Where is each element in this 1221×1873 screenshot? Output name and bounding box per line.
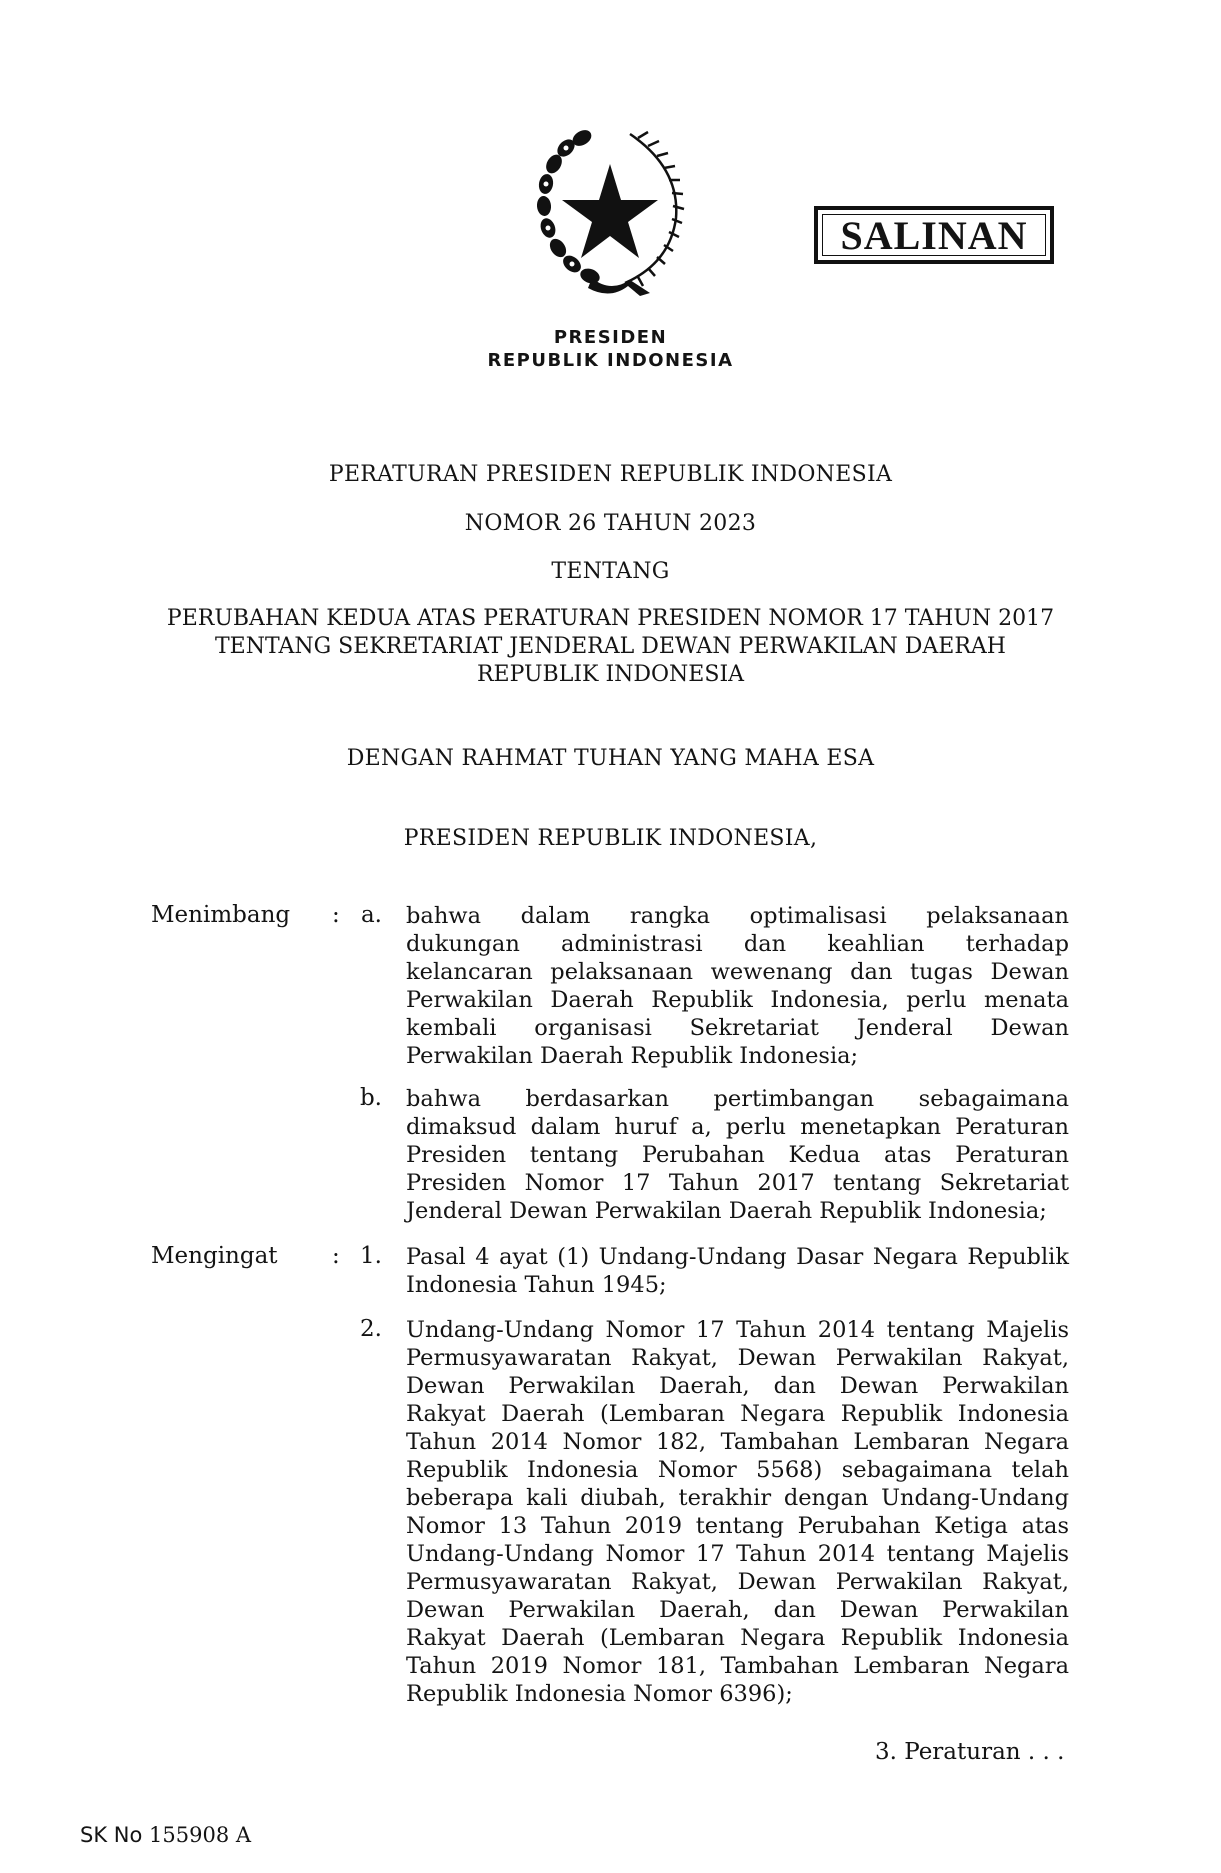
subject-line: TENTANG SEKRETARIAT JENDERAL DEWAN PERWAKILAN DAERAH: [215, 634, 1006, 659]
section-colon: :: [332, 1243, 340, 1269]
blessing-line: DENGAN RAHMAT TUHAN YANG MAHA ESA: [346, 746, 875, 771]
text-line: Presiden Nomor 17 Tahun 2017 tentang Sekretariat: [406, 1170, 1069, 1196]
text-line: Perwakilan Daerah Republik Indonesia;: [406, 1043, 859, 1069]
text-line: kelancaran pelaksanaan wewenang dan tugas Dewan: [406, 959, 1069, 985]
subject-line: REPUBLIK INDONESIA: [476, 662, 745, 687]
text-line: Permusyawaratan Rakyat, Dewan Perwakilan Rakyat,: [406, 1345, 1069, 1371]
regulation-number: NOMOR 26 TAHUN 2023: [464, 511, 757, 536]
subject-line: PERUBAHAN KEDUA ATAS PERATURAN PRESIDEN NOMOR 17 TAHUN 2017: [166, 606, 1055, 631]
text-line: dukungan administrasi dan keahlian terhadap: [406, 931, 1069, 957]
text-line: Rakyat Daerah (Lembaran Negara Republik Indonesia: [406, 1401, 1069, 1427]
section-label-mengingat: Mengingat: [151, 1243, 278, 1269]
text-line: Dewan Perwakilan Daerah, dan Dewan Perwakilan: [406, 1373, 1069, 1399]
sk-prefix: SK: [80, 1823, 108, 1847]
section-label-menimbang: Menimbang: [151, 902, 291, 928]
regulation-subject: [0, 605, 1221, 689]
text-line: Tahun 2014 Nomor 182, Tambahan Lembaran Negara: [406, 1429, 1069, 1455]
text-line: bahwa berdasarkan pertimbangan sebagaimana: [406, 1086, 1069, 1112]
text-line: Nomor 13 Tahun 2019 tentang Perubahan Ketiga atas: [406, 1513, 1069, 1539]
sk-number-value: 155908 A: [149, 1823, 252, 1847]
text-line: Perwakilan Daerah Republik Indonesia, perlu menata: [406, 987, 1069, 1013]
menimbang-item-a: [406, 902, 1069, 1070]
text-line: Indonesia Tahun 1945;: [406, 1272, 667, 1298]
section-colon: :: [332, 902, 340, 928]
text-line: Jenderal Dewan Perwakilan Daerah Republik Indonesia;: [406, 1198, 1047, 1224]
mengingat-item-1: [406, 1243, 1069, 1299]
sk-no-label: No: [113, 1823, 143, 1847]
text-line: Presiden tentang Perubahan Kedua atas Peraturan: [406, 1142, 1069, 1168]
text-line: dimaksud dalam huruf a, perlu menetapkan Peraturan: [406, 1114, 1069, 1140]
sk-number: [80, 1823, 251, 1847]
text-line: Permusyawaratan Rakyat, Dewan Perwakilan Rakyat,: [406, 1569, 1069, 1595]
text-line: Pasal 4 ayat (1) Undang-Undang Dasar Negara Republik: [406, 1244, 1069, 1270]
text-line: Undang-Undang Nomor 17 Tahun 2014 tentang Majelis: [406, 1317, 1069, 1343]
next-page-catchword: 3. Peraturan . . .: [875, 1739, 1065, 1765]
office-line-republic: REPUBLIK INDONESIA: [487, 350, 734, 371]
regulation-title: PERATURAN PRESIDEN REPUBLIK INDONESIA: [328, 462, 893, 487]
garuda-star-wreath-emblem-icon: [530, 128, 690, 303]
item-marker: 1.: [360, 1243, 382, 1269]
text-line: kembali organisasi Sekretariat Jenderal Dewan: [406, 1015, 1069, 1041]
text-line: Rakyat Daerah (Lembaran Negara Republik Indonesia: [406, 1625, 1069, 1651]
regulation-about: TENTANG: [551, 559, 670, 584]
menimbang-item-b: [406, 1085, 1069, 1225]
item-marker: a.: [360, 902, 382, 928]
office-line-president: PRESIDEN: [553, 327, 668, 348]
item-marker: 2.: [360, 1316, 382, 1342]
text-line: Tahun 2019 Nomor 181, Tambahan Lembaran Negara: [406, 1653, 1069, 1679]
text-line: bahwa dalam rangka optimalisasi pelaksanaan: [406, 903, 1069, 929]
salinan-stamp: SALINAN: [814, 206, 1054, 264]
text-line: Republik Indonesia Nomor 6396);: [406, 1681, 793, 1707]
text-line: Dewan Perwakilan Daerah, dan Dewan Perwakilan: [406, 1597, 1069, 1623]
authority-line: PRESIDEN REPUBLIK INDONESIA,: [403, 826, 818, 851]
item-marker: b.: [359, 1085, 382, 1111]
text-line: Republik Indonesia Nomor 5568) sebagaimana telah: [406, 1457, 1069, 1483]
mengingat-item-2: [406, 1316, 1069, 1708]
text-line: beberapa kali diubah, terakhir dengan Undang-Undang: [406, 1485, 1069, 1511]
text-line: Undang-Undang Nomor 17 Tahun 2014 tentang Majelis: [406, 1541, 1069, 1567]
